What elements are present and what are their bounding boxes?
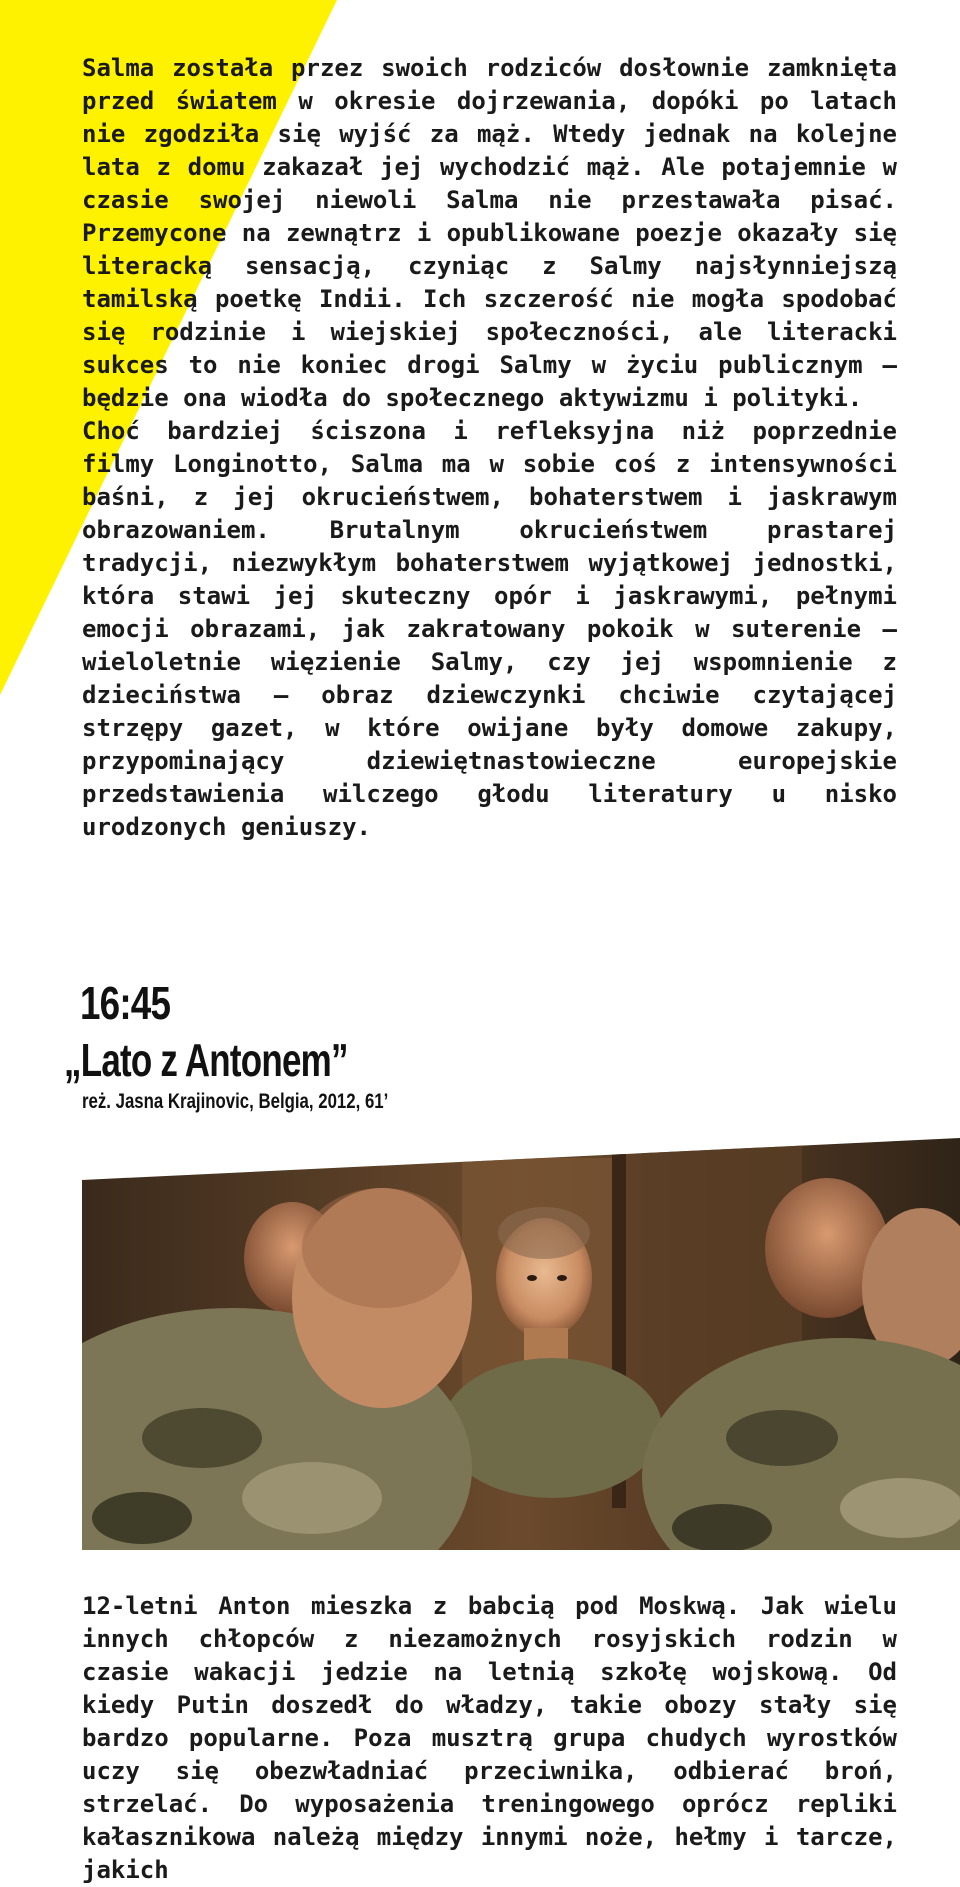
film-synopsis — [82, 1590, 897, 1887]
screening-time: 16:45 — [80, 977, 171, 1029]
synopsis-paragraph: 12-letni Anton mieszka z babcią pod Moskwą. Jak wielu innych chłopców z niezamożnych rosyjskich rodzin w czasie wakacji jedzie na letnią szkołę wojskową. Od kiedy Putin doszedł do władzy, takie obozy stały się bardzo popularne. Poza musztrą grupa chudych wyrostków uczy się obezwładniać przeciwnika, odbierać broń, strzelać. Do wyposażenia treningowego oprócz repliki kałasznikowa należą między innymi noże, hełmy i tarcze, jakich — [82, 1592, 897, 1884]
article-intro — [82, 52, 897, 844]
film-still-photo — [82, 1138, 960, 1550]
film-credits: reż. Jasna Krajinovic, Belgia, 2012, 61’ — [82, 1090, 389, 1113]
article-paragraph: Choć bardziej ściszona i refleksyjna niż poprzednie filmy Longinotto, Salma ma w sobie coś z intensywności baśni, z jej okrucieństwem, bohaterstwem i jaskrawym obrazowaniem. Brutalnym okrucieństwem prastarej tradycji, niezwykłym bohaterstwem wyjątkowej jednostki, która stawi jej skuteczny opór i jaskrawymi, pełnymi emocji obrazami, jak zakratowany pokoik w suterenie – wieloletnie więzienie Salmy, czy jej wspomnienie z dzieciństwa – obraz dziewczynki chciwie czytającej strzępy gazet, w które owijane były domowe zakupy, przypominający dziewiętnastowieczne europejskie przedstawienia wilczego głodu literatury u nisko urodzonych geniuszy. — [82, 417, 897, 841]
article-paragraph: Salma została przez swoich rodziców dosłownie zamknięta przed światem w okresie dojrzewania, dopóki po latach nie zgodziła się wyjść za mąż. Wtedy jednak na kolejne lata z domu zakazał jej wychodzić mąż. Ale potajemnie w czasie swojej niewoli Salma nie przestawała pisać. Przemycone na zewnątrz i opublikowane poezje okazały się literacką sensacją, czyniąc z Salmy najsłynniejszą tamilską poetkę Indii. Ich szczerość nie mogła spodobać się rodzinie i wiejskiej społeczności, ale literacki sukces to nie koniec drogi Salmy w życiu publicznym – będzie ona wiodła do społecznego aktywizmu i polityki. — [82, 54, 897, 412]
film-title: „Lato z Antonem” — [64, 1034, 348, 1086]
